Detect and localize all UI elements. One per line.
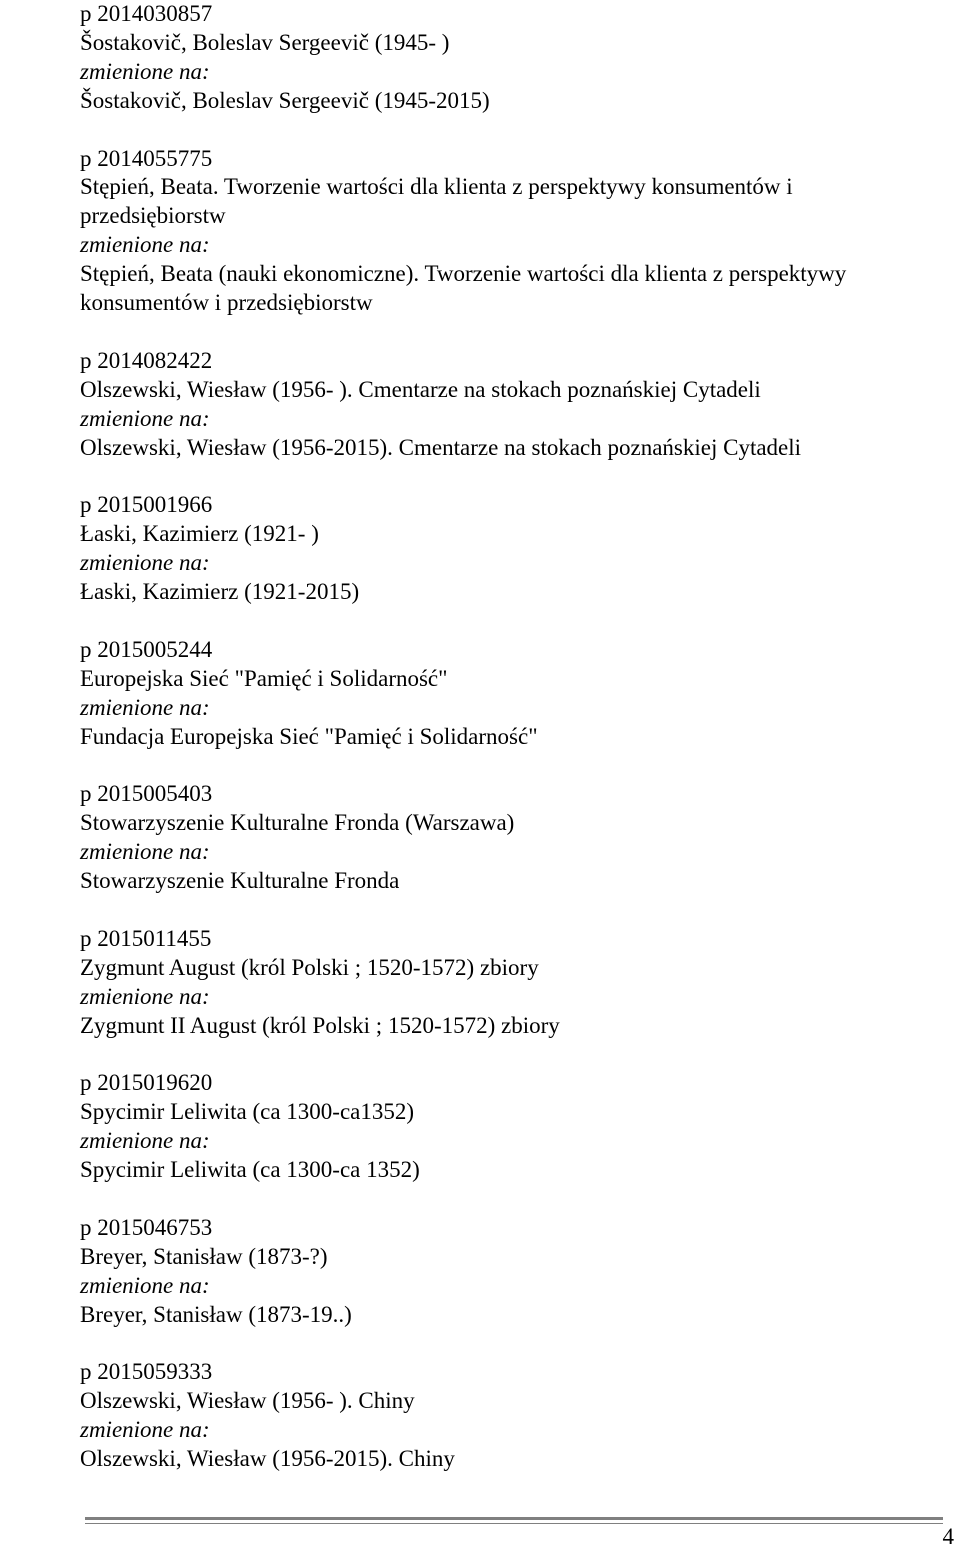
- changed-to-label: zmienione na:: [80, 232, 210, 258]
- new-heading: Fundacja Europejska Sieć "Pamięć i Solidarność": [80, 723, 538, 749]
- new-heading: Breyer, Stanisław (1873-19..): [80, 1301, 352, 1327]
- changed-to-label: zmienione na:: [80, 550, 210, 576]
- old-heading: Stowarzyszenie Kulturalne Fronda (Warszawa): [80, 810, 515, 836]
- footer-rule-thick: [85, 1517, 943, 1520]
- changed-to-label: zmienione na:: [80, 1128, 210, 1154]
- new-heading: Šostakovič, Boleslav Sergeevič (1945-2015): [80, 87, 490, 113]
- record-entry: [80, 1358, 940, 1474]
- old-heading: Olszewski, Wiesław (1956- ). Cmentarze na stokach poznańskiej Cytadeli: [80, 376, 761, 402]
- record-entry: [80, 491, 940, 607]
- changed-to-label: zmienione na:: [80, 1417, 210, 1443]
- changed-to-label: zmienione na:: [80, 983, 210, 1009]
- record-id: p 2015019620: [80, 1070, 213, 1096]
- record-id: p 2014055775: [80, 145, 213, 171]
- footer-rule-thin: [85, 1523, 943, 1524]
- new-heading: Spycimir Leliwita (ca 1300-ca 1352): [80, 1157, 420, 1183]
- old-heading: Stępień, Beata. Tworzenie wartości dla klienta z perspektywy konsumentów i przedsiębiorstw: [80, 174, 793, 229]
- old-heading: Olszewski, Wiesław (1956- ). Chiny: [80, 1388, 415, 1414]
- record-entry: [80, 1069, 940, 1185]
- record-entry: [80, 347, 940, 463]
- new-heading: Stępień, Beata (nauki ekonomiczne). Tworzenie wartości dla klienta z perspektywy konsumentów i przedsiębiorstw: [80, 261, 847, 316]
- document-body: [80, 0, 940, 1474]
- new-heading: Olszewski, Wiesław (1956-2015). Cmentarze na stokach poznańskiej Cytadeli: [80, 434, 802, 460]
- record-id: p 2014030857: [80, 1, 213, 26]
- page-number: 4: [942, 1524, 954, 1549]
- record-id: p 2015059333: [80, 1359, 213, 1385]
- record-entry: [80, 1214, 940, 1330]
- changed-to-label: zmienione na:: [80, 839, 210, 865]
- record-id: p 2015005244: [80, 636, 213, 662]
- record-entry: [80, 925, 940, 1041]
- changed-to-label: zmienione na:: [80, 1272, 210, 1298]
- new-heading: Olszewski, Wiesław (1956-2015). Chiny: [80, 1446, 455, 1472]
- changed-to-label: zmienione na:: [80, 405, 210, 431]
- record-id: p 2015001966: [80, 492, 213, 518]
- record-entry: [80, 780, 940, 896]
- old-heading: Breyer, Stanisław (1873-?): [80, 1243, 328, 1269]
- old-heading: Łaski, Kazimierz (1921- ): [80, 521, 319, 547]
- old-heading: Šostakovič, Boleslav Sergeevič (1945- ): [80, 29, 450, 55]
- record-id: p 2015046753: [80, 1214, 213, 1240]
- old-heading: Zygmunt August (król Polski ; 1520-1572) zbiory: [80, 954, 539, 980]
- changed-to-label: zmienione na:: [80, 694, 210, 720]
- record-entry: [80, 636, 940, 752]
- new-heading: Zygmunt II August (król Polski ; 1520-1572) zbiory: [80, 1012, 560, 1038]
- new-heading: Stowarzyszenie Kulturalne Fronda: [80, 868, 400, 894]
- record-id: p 2015011455: [80, 925, 212, 951]
- record-entry: [80, 0, 940, 116]
- record-id: p 2015005403: [80, 781, 213, 807]
- new-heading: Łaski, Kazimierz (1921-2015): [80, 579, 360, 605]
- old-heading: Spycimir Leliwita (ca 1300-ca1352): [80, 1099, 415, 1125]
- record-entry: [80, 145, 940, 318]
- record-id: p 2014082422: [80, 347, 213, 373]
- old-heading: Europejska Sieć "Pamięć i Solidarność": [80, 665, 448, 691]
- changed-to-label: zmienione na:: [80, 58, 210, 84]
